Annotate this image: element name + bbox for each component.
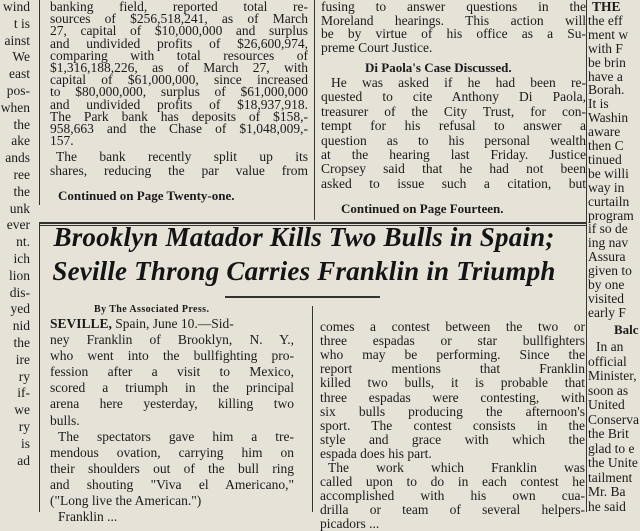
far-left-line: yed bbox=[10, 301, 30, 317]
matador-line: espada does his part. bbox=[320, 445, 432, 461]
bank-line: The Park bank has deposits of $158,- bbox=[50, 108, 308, 124]
right-column-line: ment w bbox=[588, 26, 629, 42]
right-column-line: the Unite bbox=[588, 455, 638, 470]
matador-line: arena here yesterday, killing two bbox=[50, 396, 294, 412]
far-left-line: nid bbox=[12, 318, 30, 334]
matador-line: scored a triumph in the principal bbox=[50, 380, 294, 396]
right-column-line: ing nav bbox=[588, 235, 629, 251]
right-subhead: Balc bbox=[614, 322, 639, 337]
right-column-line: with F bbox=[588, 40, 623, 56]
moreland-line: preme Court Justice. bbox=[321, 39, 433, 55]
matador-line: killed two bulls, it is probable that bbox=[320, 375, 585, 391]
right-column-line: be brin bbox=[588, 54, 626, 70]
right-column-line: Borah. bbox=[588, 82, 625, 98]
far-left-line: unk bbox=[9, 200, 30, 216]
matador-line: Franklin ... bbox=[58, 509, 118, 525]
far-left-line: is bbox=[20, 435, 30, 451]
matador-line: style and grace with which the bbox=[320, 431, 585, 447]
matador-line: three espadas were contesting, with bbox=[320, 389, 585, 405]
matador-line: ("Long live the American.") bbox=[50, 493, 202, 508]
right-column-line: Washin bbox=[588, 110, 629, 126]
matador-line: report mentions that Franklin bbox=[320, 361, 585, 377]
far-left-line: ake bbox=[11, 133, 30, 149]
right-column-line: Mr. Ba bbox=[588, 484, 626, 499]
right-column-line: he said bbox=[588, 498, 626, 514]
matador-article-col1 bbox=[50, 300, 294, 525]
right-column-line: have a bbox=[588, 68, 623, 84]
far-left-line: we bbox=[14, 402, 30, 418]
right-column-line: Conserva bbox=[588, 411, 639, 427]
right-column-line: be willi bbox=[588, 165, 629, 181]
far-left-line: ry bbox=[18, 368, 30, 384]
di-paola-subhead: Di Paola's Case Discussed. bbox=[365, 60, 512, 75]
bank-line: and undivided profits of $18,937,918. bbox=[50, 96, 308, 112]
far-left-line: We bbox=[12, 49, 30, 65]
right-column-line: Assura bbox=[588, 249, 626, 265]
right-column-line: aware bbox=[588, 124, 621, 140]
bank-line: shares, reducing the par value from bbox=[50, 163, 308, 178]
matador-line: fession after a visit to Mexico, bbox=[50, 364, 294, 380]
matador-line: ney Franklin of Brooklyn, N. Y., bbox=[50, 332, 294, 347]
far-left-line: if- bbox=[17, 385, 30, 401]
right-column-line: way in bbox=[588, 179, 625, 195]
far-left-line: pos- bbox=[6, 83, 30, 98]
moreland-line: tempt for his refusal to answer a bbox=[321, 118, 586, 134]
far-left-line: ire bbox=[15, 351, 30, 367]
moreland-line: Moreland hearings. This action will bbox=[321, 12, 586, 28]
far-left-line: the bbox=[13, 183, 30, 199]
headline-line-1: Brooklyn Matador Kills Two Bulls in Spain; bbox=[53, 222, 555, 252]
column-rule-right bbox=[586, 0, 587, 512]
far-left-line: east bbox=[9, 66, 30, 82]
right-column-line: program bbox=[588, 207, 634, 223]
matador-line: three espadas or star bullfighters bbox=[320, 333, 585, 349]
matador-line: The spectators gave him a tre- bbox=[58, 428, 294, 444]
right-column-line: visited bbox=[588, 290, 624, 306]
right-column-line: Minister, bbox=[588, 368, 637, 383]
headline-rule bbox=[225, 296, 380, 298]
right-column-line: tinued bbox=[588, 151, 622, 167]
right-column-line: tailment bbox=[588, 469, 633, 485]
bank-line: 958,663 and the Chase of $1,048,009,- bbox=[50, 121, 308, 136]
moreland-line: He was asked if he had been re- bbox=[331, 75, 586, 90]
far-left-line: wind bbox=[3, 0, 30, 14]
far-left-line: t is bbox=[13, 15, 30, 31]
matador-line: and shouting "Viva el Americano," bbox=[50, 476, 294, 492]
matador-line: comes a contest between the two or bbox=[320, 319, 585, 334]
far-left-line: nt. bbox=[16, 234, 30, 250]
far-left-line: ever bbox=[6, 217, 30, 233]
matador-line: mendous ovation, carrying him on bbox=[50, 444, 294, 460]
moreland-line: be by virtue of his office as a Su- bbox=[321, 26, 586, 41]
moreland-line: at the hearing last Friday. Justice bbox=[321, 147, 586, 162]
column-rule-matador bbox=[312, 306, 313, 512]
right-column-line: soon as bbox=[588, 382, 629, 398]
bank-line: The bank recently split up its bbox=[56, 149, 308, 164]
right-column-line: glad to e bbox=[588, 440, 635, 456]
far-left-line: ree bbox=[13, 167, 30, 182]
bank-line: 27, capital of $10,000,000 and surplus bbox=[50, 23, 308, 39]
matador-line: picadors ... bbox=[320, 516, 380, 531]
moreland-line: asked to issue such a citation, but bbox=[321, 175, 586, 191]
matador-line: six bulls producing the afternoon's bbox=[320, 403, 585, 419]
matador-line: bulls. bbox=[50, 412, 80, 428]
right-column-line: It is bbox=[588, 96, 609, 112]
moreland-article bbox=[321, 0, 586, 222]
bank-continued-line: Continued on Page Twenty-one. bbox=[58, 188, 235, 203]
far-left-line: dis- bbox=[9, 284, 30, 300]
matador-line: who went into the bullfighting pro- bbox=[50, 348, 294, 364]
right-column-line: by one bbox=[588, 277, 625, 292]
right-column-line: early F bbox=[588, 304, 626, 320]
right-column-line: if so de bbox=[588, 221, 628, 237]
right-column-line: the Brit bbox=[588, 426, 629, 441]
bank-line: to $80,000,000, surplus of $61,000,000 bbox=[50, 84, 308, 100]
matador-line: who may be performing. Since the bbox=[320, 347, 585, 363]
bank-line: comparing with total resources of bbox=[50, 47, 308, 63]
matador-line: called upon to do in each contest he bbox=[320, 474, 585, 490]
moreland-line: quested to cite Anthony Di Paola, bbox=[321, 89, 586, 105]
bank-line: capital of $61,000,000, since increased bbox=[50, 72, 308, 88]
matador-line: The work which Franklin was bbox=[328, 460, 585, 475]
right-column-line: THE bbox=[592, 0, 621, 14]
dateline-line bbox=[50, 317, 294, 331]
far-left-line: when bbox=[0, 99, 30, 115]
right-column-line: United bbox=[588, 397, 625, 412]
matador-line: drilla or team of several helpers- bbox=[320, 502, 585, 518]
bank-line: banking field, reported total re- bbox=[50, 0, 308, 14]
bank-line: $1,316,188,226, as of March 27, with bbox=[50, 60, 308, 75]
right-column-line: official bbox=[588, 353, 627, 369]
right-column-line: given to bbox=[588, 263, 632, 279]
right-column-line: curtailn bbox=[588, 193, 630, 209]
matador-line: sport. The contest consists in the bbox=[320, 417, 585, 433]
far-left-line: ry bbox=[18, 419, 30, 434]
dateline-rest: Spain, June 10.—Sid- bbox=[115, 316, 234, 331]
column-rule-middle bbox=[314, 0, 315, 220]
headline-line-2: Seville Throng Carries Franklin in Triumph bbox=[52, 256, 556, 286]
far-left-line: the bbox=[13, 335, 30, 350]
moreland-line: question as to his personal wealth bbox=[321, 132, 586, 148]
far-left-line: lion bbox=[8, 267, 30, 283]
far-left-line: ainst bbox=[4, 32, 30, 48]
moreland-continued-line: Continued on Page Fourteen. bbox=[341, 201, 504, 216]
moreland-line: fusing to answer questions in the bbox=[321, 0, 586, 14]
bank-line: sources of $256,518,241, as of March bbox=[50, 11, 308, 27]
far-left-line: ands bbox=[5, 150, 30, 166]
matador-line: accomplished with his own cua- bbox=[320, 488, 585, 504]
moreland-line: treasurer of the City Trust, for con- bbox=[321, 103, 586, 119]
matador-line: their shoulders out of the bull ring bbox=[50, 460, 294, 476]
column-rule-left bbox=[39, 0, 40, 205]
far-left-line: ad bbox=[17, 452, 30, 468]
matador-article-col2 bbox=[320, 300, 585, 531]
bank-line: 157. bbox=[50, 133, 74, 149]
byline: By The Associated Press. bbox=[94, 304, 210, 315]
far-left-line: the bbox=[13, 116, 30, 132]
bank-line: and undivided profits of $26,600,974, bbox=[50, 35, 308, 51]
far-left-line: ich bbox=[13, 251, 30, 266]
right-column-line: then C bbox=[588, 138, 624, 153]
right-column-line: In an bbox=[596, 339, 624, 354]
far-left-column bbox=[0, 0, 30, 512]
right-column-line: the eff bbox=[588, 12, 623, 28]
bank-article bbox=[50, 0, 308, 212]
right-column bbox=[588, 0, 640, 512]
moreland-line: Cropsey said that he had not been bbox=[321, 161, 586, 177]
dateline: SEVILLE, bbox=[50, 316, 112, 331]
